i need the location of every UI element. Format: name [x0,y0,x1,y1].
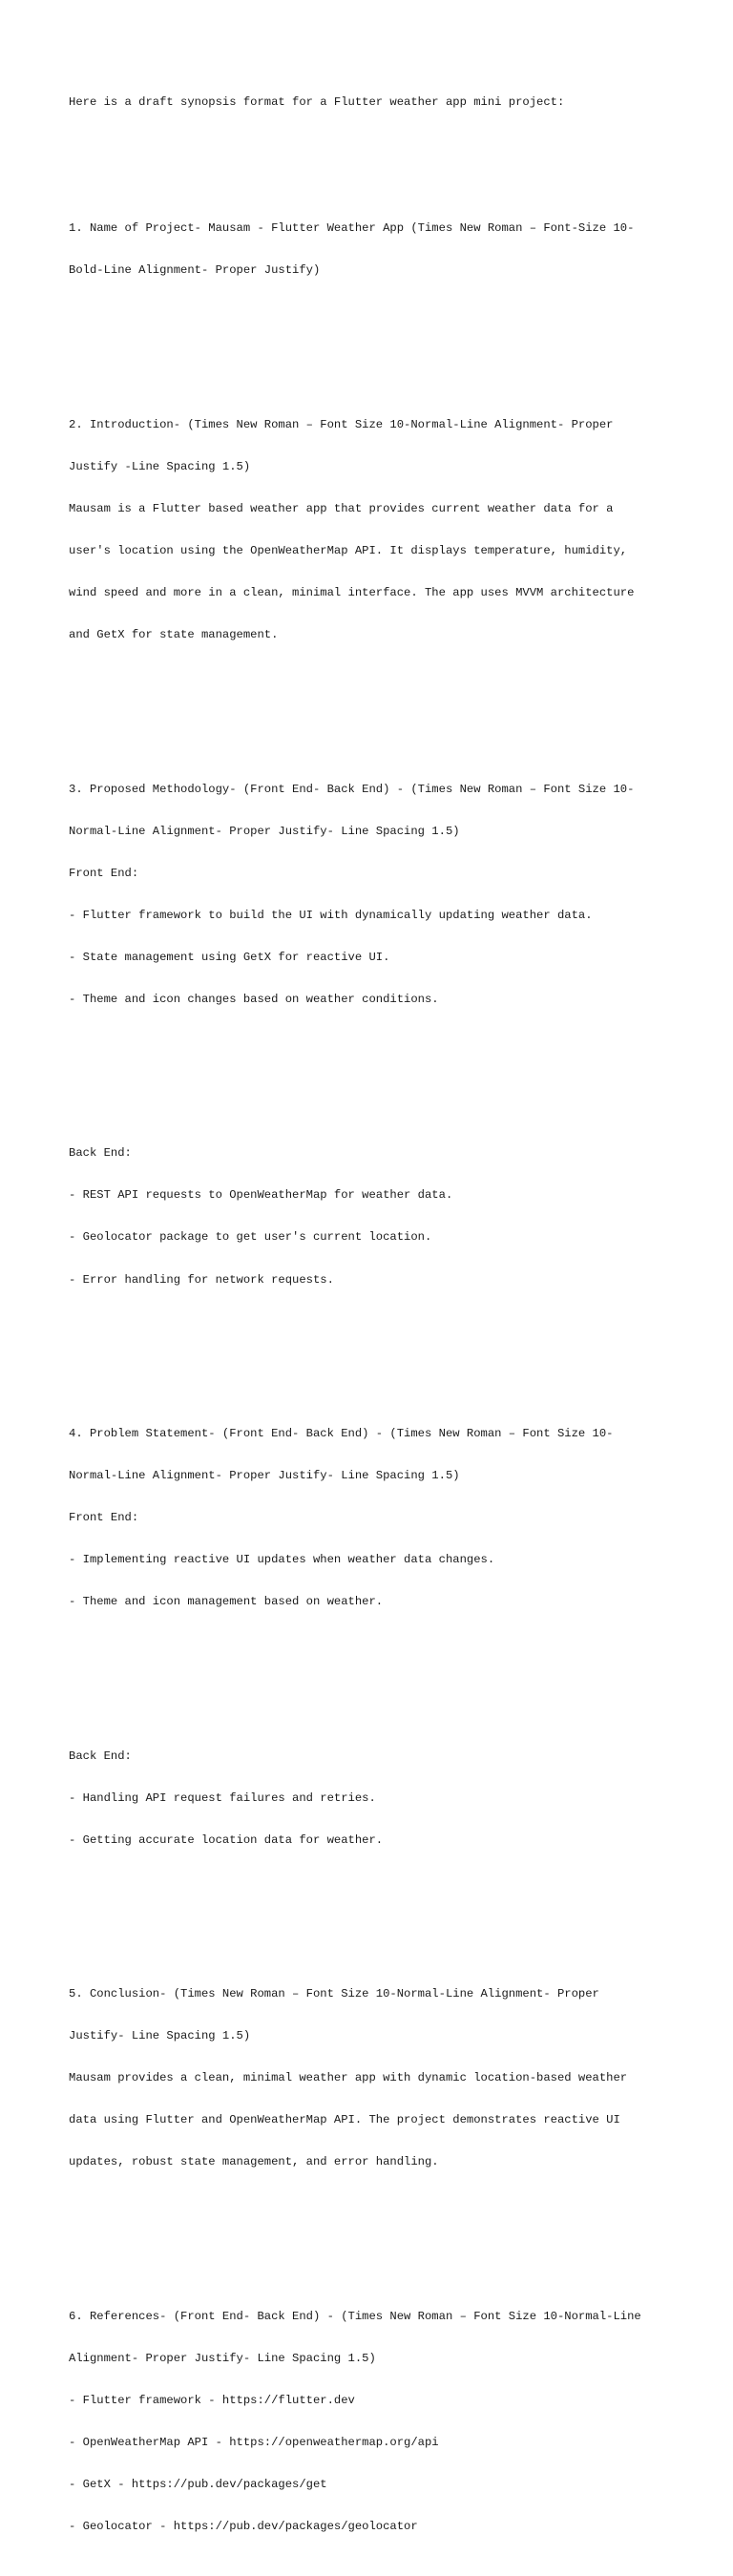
paragraph-gap [69,1903,680,1916]
section-conclusion [69,1959,680,2198]
reference-geolocator: - Geolocator - https://pub.dev/packages/geolocator [69,2520,418,2534]
section-line: 3. Proposed Methodology- (Front End- Back End) - (Times New Roman – Font Size 10- [69,782,635,796]
reference-getx: - GetX - https://pub.dev/packages/get [69,2478,327,2492]
section-line: Back End: [69,1749,132,1763]
paragraph-gap [69,2226,680,2239]
section-line: Front End: [69,1511,139,1525]
section-line: user's location using the OpenWeatherMap API. It displays temperature, humidity, [69,544,628,557]
section-line: - Getting accurate location data for weather. [69,1833,384,1847]
section-methodology-backend [69,1119,680,1315]
section-line: wind speed and more in a clean, minimal interface. The app uses MVVM architecture [69,586,635,600]
document-page [69,68,680,2576]
section-problem-statement [69,1398,680,1637]
section-line: - Theme and icon changes based on weather conditions. [69,992,439,1006]
section-line: data using Flutter and OpenWeatherMap API. The project demonstrates reactive UI [69,2113,620,2127]
paragraph-gap [69,138,680,152]
section-line: Normal-Line Alignment- Proper Justify- Line Spacing 1.5) [69,1468,460,1482]
section-line: - Geolocator package to get user's current location. [69,1230,432,1245]
section-references [69,2281,680,2562]
section-line: Mausam provides a clean, minimal weather app with dynamic location-based weather [69,2071,628,2085]
paragraph-gap [69,334,680,347]
section-line: Mausam is a Flutter based weather app that provides current weather data for a [69,501,614,515]
section-line: - Theme and icon management based on weather. [69,1595,384,1609]
section-line: Front End: [69,866,139,880]
section-problem-backend [69,1721,680,1875]
intro-text: Here is a draft synopsis format for a Flutter weather app mini project: [69,95,565,110]
reference-openweathermap: - OpenWeatherMap API - https://openweathermap.org/api [69,2436,439,2450]
section-methodology [69,754,680,1035]
section-line: and GetX for state management. [69,628,279,642]
section-line: - Error handling for network requests. [69,1272,334,1287]
section-line: - Flutter framework to build the UI with dynamically updating weather data. [69,908,593,922]
section-line: 5. Conclusion- (Times New Roman – Font Size 10-Normal-Line Alignment- Proper [69,1987,599,2001]
section-line: - Implementing reactive UI updates when weather data changes. [69,1553,495,1567]
section-project-name [69,194,680,306]
section-line: 6. References- (Front End- Back End) - (Times New Roman – Font Size 10-Normal-Line [69,2309,641,2323]
section-line: Back End: [69,1146,132,1161]
reference-flutter: - Flutter framework - https://flutter.dev [69,2393,355,2407]
section-line: Justify -Line Spacing 1.5) [69,459,251,473]
paragraph-gap [69,1343,680,1356]
paragraph-gap [69,699,680,712]
section-line: Bold-Line Alignment- Proper Justify) [69,263,321,278]
section-line: - REST API requests to OpenWeatherMap for weather data. [69,1188,453,1203]
paragraph-gap [69,1062,680,1076]
section-line: - Handling API request failures and retries. [69,1791,376,1805]
paragraph-gap [69,1665,680,1679]
section-line: Alignment- Proper Justify- Line Spacing 1.5) [69,2351,376,2365]
section-line: updates, robust state management, and error handling. [69,2155,439,2169]
section-line: - State management using GetX for reactive UI. [69,950,390,964]
section-introduction [69,389,680,670]
section-line: Normal-Line Alignment- Proper Justify- Line Spacing 1.5) [69,824,460,838]
section-line: Justify- Line Spacing 1.5) [69,2029,251,2043]
section-line: 4. Problem Statement- (Front End- Back End) - (Times New Roman – Font Size 10- [69,1426,614,1440]
section-line: 2. Introduction- (Times New Roman – Font Size 10-Normal-Line Alignment- Proper [69,417,614,431]
section-line: 1. Name of Project- Mausam - Flutter Weather App (Times New Roman – Font-Size 10- [69,221,635,236]
